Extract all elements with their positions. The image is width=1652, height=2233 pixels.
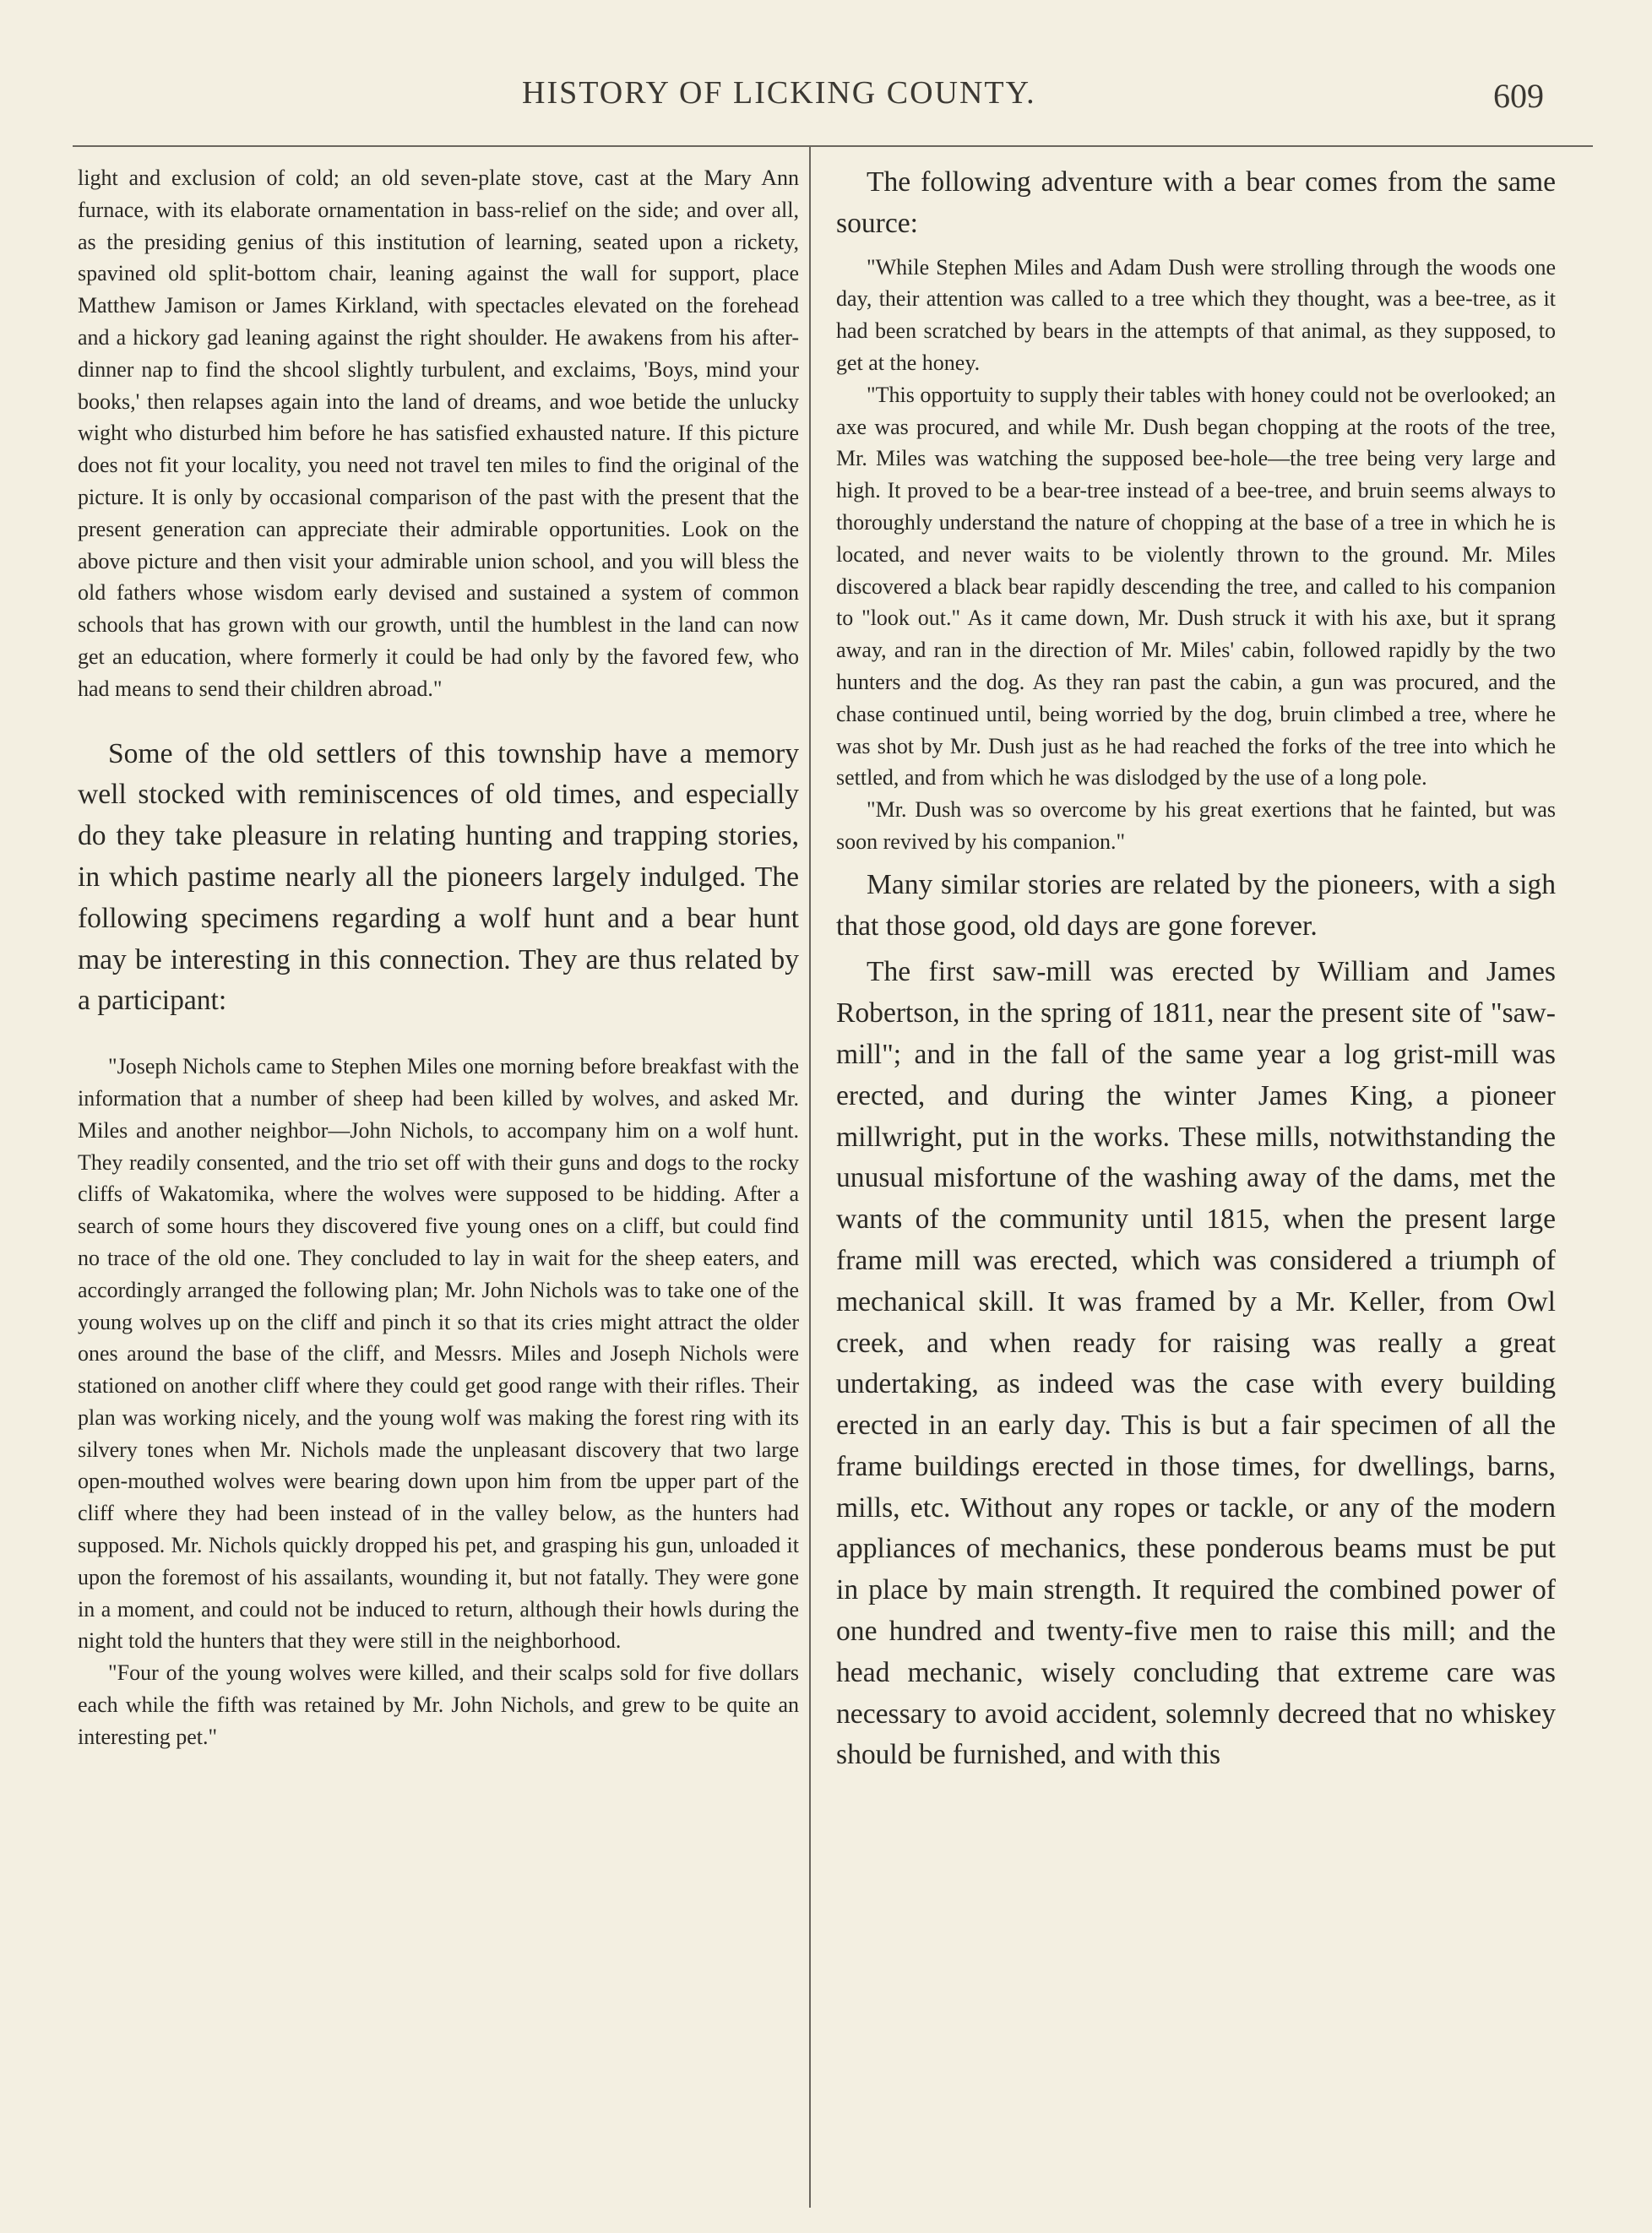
paragraph-bee-tree: "While Stephen Miles and Adam Dush were strolling through the woods one day, their attention was called to a tree which they thought, was a bee-tree, as it had been scratched by bears in the attempts of that animal, as they supposed, to get at the honey. bbox=[836, 254, 1556, 375]
running-title: HISTORY OF LICKING COUNTY. bbox=[522, 75, 1036, 111]
right-column bbox=[836, 162, 1556, 1776]
paragraph-old-settlers: Some of the old settlers of this township have a memory well stocked with reminiscences of old times, and especially do they take pleasure in relating hunting and trapping stories, in which pastime nearly all the pioneers largely indulged. The following specimens regarding a wolf hunt and a bear hunt may be interesting in this connection. They are thus related by a participant: bbox=[78, 737, 799, 1017]
paragraph-saw-mill: The first saw-mill was erected by William and James Robertson, in the spring of 1811, near the present site of "saw-mill"; and in the fall of the same year a log grist-mill was erected, and during the winter James King, a pioneer millwright, put in the works. These mills, notwithstanding the unusual misfortune of the washing away of the dams, met the wants of the community until 1815, when the present large frame mill was erected, which was considered a triumph of mechanical skill. It was framed by a Mr. Keller, from Owl creek, and when ready for raising was really a great undertaking, as indeed was the case with every building erected in an early day. This is but a fair specimen of all the frame buildings erected in those times, for dwellings, barns, mills, etc. Without any ropes or tackle, or any of the modern appliances of mechanics, these ponderous beams must be put in place by main strength. It required the combined power of one hundred and twenty-five men to raise this mill; and the head mechanic, wisely concluding that extreme care was necessary to avoid accident, solemnly decreed that no whiskey should be furnished, and with this bbox=[836, 956, 1556, 1771]
header-rule bbox=[73, 145, 1593, 147]
paragraph-wolf-hunt: "Joseph Nichols came to Stephen Miles one morning before breakfast with the information that a number of sheep had been killed by wolves, and asked Mr. Miles and another neighbor—John Nichols, to accompany him on a wolf hunt. They readily consented, and the trio set off with their guns and dogs to the rocky cliffs of Wakatomika, where the wolves were supposed to be hidding. After a search of some hours they discovered five young ones on a cliff, but could find no trace of the old one. They concluded to lay in wait for the sheep eaters, and accordingly arranged the following plan; Mr. John Nichols was to take one of the young wolves up on the cliff and pinch it so that its cries might attract the older ones around the base of the cliff, and Messrs. Miles and Joseph Nichols were stationed on another cliff where they could get good range with their rifles. Their plan was working nicely, and the young wolf was making the forest ring with its silvery tones when Mr. Nichols made the unpleasant discovery that two large open-mouthed wolves were bearing down upon him from tbe upper part of the cliff where they had been instead of in the valley below, as the hunters had supposed. Mr. Nichols quickly dropped his pet, and grasping his gun, unloaded it upon the foremost of his assailants, wounding it, but not fatally. They were gone in a moment, and could not be induced to return, although their howls during the night told the hunters that they were still in the neighborhood. bbox=[78, 1054, 799, 1654]
paragraph-bear-intro: The following adventure with a bear comes from the same source: bbox=[836, 166, 1556, 239]
paragraph-dush-fainted: "Mr. Dush was so overcome by his great exertions that he fainted, but was soon revived by his companion." bbox=[836, 797, 1556, 854]
page-number: 609 bbox=[1493, 77, 1544, 115]
paragraph-bear-hunt: "This opportuity to supply their tables with honey could not be overlooked; an axe was procured, and while Mr. Dush began chopping at the roots of the tree, Mr. Miles was watching the supposed bee-hole—the tree being very large and high. It proved to be a bear-tree instead of a bee-tree, and bruin seems always to thoroughly understand the nature of chopping at the base of a tree in which he is located, and never waits to be violently thrown to the ground. Mr. Miles discovered a black bear rapidly descending the tree, and called to his companion to "look out." As it came down, Mr. Dush struck it with his axe, but it sprang away, and ran in the direction of Mr. Miles' cabin, followed rapidly by the two hunters and the dog. As they ran past the cabin, a gun was procured, and the chase continued until, being worried by the dog, bruin climbed a tree, where he was shot by Mr. Dush just as he had reached the forks of the tree into which he settled, and from which he was dislodged by the use of a long pole. bbox=[836, 382, 1556, 791]
paragraph-schoolhouse-conclusion: light and exclusion of cold; an old seven-plate stove, cast at the Mary Ann furnace, with its elaborate ornamentation in bass-relief on the side; and over all, as the presiding genius of this institution of learning, seated upon a rickety, spavined old split-bottom chair, leaning against the wall for support, place Matthew Jamison or James Kirkland, with spectacles elevated on the forehead and a hickory gad leaning against the right shoulder. He awakens from his after-dinner nap to find the shcool slightly turbulent, and exclaims, 'Boys, mind your books,' then relapses again into the land of dreams, and woe betide the unlucky wight who disturbed him before he has satisfied exhausted nature. If this picture does not fit your locality, you need not travel ten miles to find the original of the picture. It is only by occasional comparison of the past with the present that the present generation can appreciate their admirable opportunities. Look on the above picture and then visit your admirable union school, and you will bless the old fathers whose wisdom early devised and sustained a system of common schools that has grown with our growth, until the humblest in the land can now get an education, where formerly it could be had only by the favored few, who had means to send their children abroad." bbox=[78, 166, 799, 701]
running-head bbox=[0, 74, 1652, 125]
column-divider bbox=[809, 147, 811, 2208]
left-column bbox=[78, 162, 799, 1753]
paragraph-wolf-scalps: "Four of the young wolves were killed, and their scalps sold for five dollars each while the fifth was retained by Mr. John Nichols, and grew to be quite an interesting pet." bbox=[78, 1660, 799, 1749]
paragraph-similar-stories: Many similar stories are related by the pioneers, with a sigh that those good, old days are gone forever. bbox=[836, 868, 1556, 942]
